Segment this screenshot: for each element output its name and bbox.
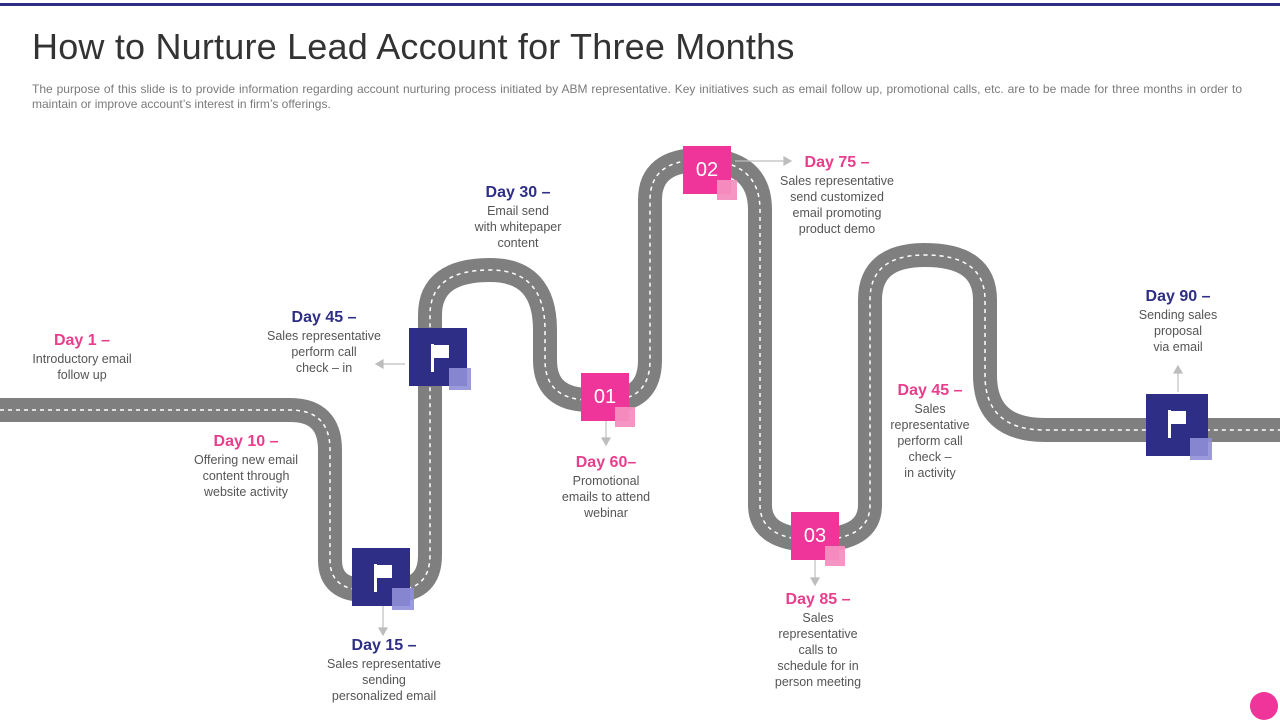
milestone-day45-second: [870, 381, 990, 481]
milestone-day85-line: calls to: [798, 643, 838, 657]
milestone-day30-heading: Day 30 –: [485, 184, 551, 201]
milestone-day1-line: Introductory email: [32, 352, 132, 366]
milestone-day30-line: Email send: [487, 204, 549, 218]
flag-marker-day45: [409, 328, 467, 386]
milestone-day75-line: Sales representative: [780, 174, 894, 188]
milestone-day45b-line: check –: [908, 450, 952, 464]
milestone-day15-line: Sales representative: [327, 657, 441, 671]
milestone-day85-line: representative: [778, 627, 858, 641]
flag-marker-day90: [1146, 394, 1208, 456]
flag-icon: [429, 342, 453, 374]
milestone-day45b-heading: Day 45 –: [897, 382, 963, 399]
milestone-day10: [176, 432, 316, 500]
milestone-day10-heading: Day 10 –: [213, 433, 279, 450]
milestone-day45b-line: representative: [890, 418, 970, 432]
flag-icon: [372, 562, 396, 594]
marker-01: [581, 373, 629, 421]
milestone-day1-line: follow up: [57, 368, 107, 382]
page-subtitle: The purpose of this slide is to provide information regarding account nurturing process initiated by ABM representative. Key initiatives such as email follow up, promotional calls, etc. are to be made for three months in order to maintain or improve account’s interest in firm’s offerings.: [32, 82, 1242, 111]
milestone-day75-line: product demo: [798, 222, 876, 236]
milestone-day15-heading: Day 15 –: [351, 637, 417, 654]
milestone-day60-line: emails to attend: [561, 490, 651, 504]
milestone-day30: [448, 183, 588, 251]
milestone-day75-line: email promoting: [792, 206, 882, 220]
milestone-day45-line: perform call: [291, 345, 357, 359]
milestone-day60-line: Promotional: [572, 474, 640, 488]
milestone-day90-line: Sending sales: [1138, 308, 1218, 322]
winding-road: [0, 160, 1280, 590]
flag-marker-day15: [352, 548, 410, 606]
milestone-day30-line: with whitepaper: [474, 220, 562, 234]
milestone-day90: [1118, 287, 1238, 355]
milestone-day90-line: proposal: [1154, 324, 1202, 338]
milestone-day45b-line: Sales: [914, 402, 946, 416]
milestone-day75-heading: Day 75 –: [804, 154, 870, 171]
milestone-day90-line: via email: [1153, 340, 1203, 354]
milestone-day85-heading: Day 85 –: [785, 591, 851, 608]
milestone-day60-line: webinar: [584, 506, 628, 520]
milestone-day85: [748, 590, 888, 690]
marker-01-label: 01: [593, 385, 617, 408]
marker-02-label: 02: [695, 158, 719, 181]
milestone-day85-line: Sales: [802, 611, 834, 625]
milestone-day45-line: Sales representative: [267, 329, 381, 343]
milestone-day10-line: Offering new email: [194, 453, 298, 467]
page-title: How to Nurture Lead Account for Three Months: [32, 26, 795, 67]
marker-03-label: 03: [803, 524, 827, 547]
milestone-day90-heading: Day 90 –: [1145, 288, 1211, 305]
milestone-day30-line: content: [497, 236, 539, 250]
milestone-day1-heading: Day 1 –: [53, 332, 111, 349]
milestone-day75: [762, 153, 912, 237]
milestone-day10-line: website activity: [203, 485, 289, 499]
milestone-day45-line: check – in: [295, 361, 353, 375]
milestone-day60: [536, 453, 676, 521]
milestone-day15-line: sending: [362, 673, 406, 687]
flag-icon: [1166, 408, 1190, 440]
milestone-day45b-line: in activity: [904, 466, 956, 480]
milestone-day85-line: schedule for in: [777, 659, 859, 673]
milestone-day1: [12, 331, 152, 383]
milestone-day45b-line: perform call: [897, 434, 963, 448]
milestone-day75-line: send customized: [790, 190, 884, 204]
milestone-day45-heading: Day 45 –: [291, 309, 357, 326]
milestone-day85-line: person meeting: [774, 675, 862, 689]
milestone-day10-line: content through: [202, 469, 290, 483]
milestone-day45-first: [250, 308, 398, 376]
marker-02: [683, 146, 731, 194]
corner-decoration-dot: [1250, 692, 1278, 720]
milestone-day15-line: personalized email: [331, 689, 437, 703]
marker-03: [791, 512, 839, 560]
milestone-day60-heading: Day 60–: [575, 454, 637, 471]
milestone-day15: [304, 636, 464, 704]
